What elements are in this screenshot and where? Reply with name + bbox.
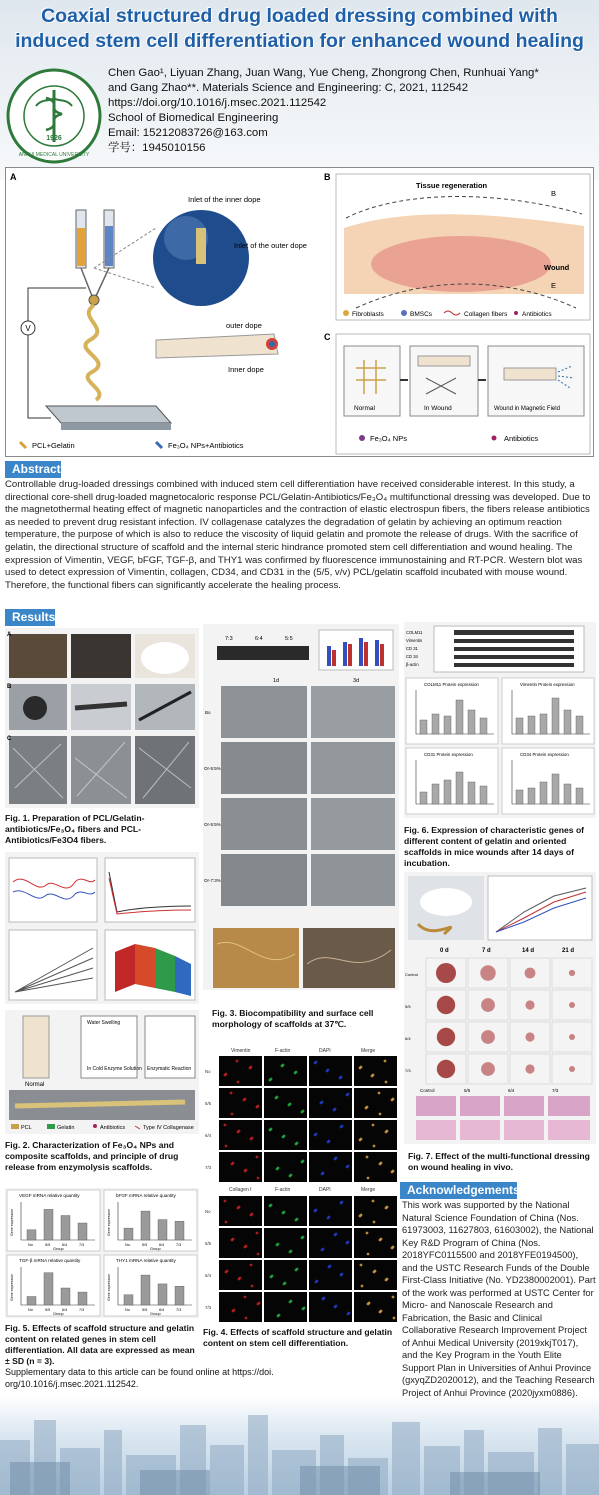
fig4-col-dapi-2: DAPI xyxy=(319,1187,331,1193)
fig4-col-merge-2: Merge xyxy=(361,1187,376,1193)
panel-c-label: C xyxy=(324,332,331,342)
fig2-cold-enzyme-label: In Cold Enzyme Solution xyxy=(87,1066,142,1072)
fig7-bottom-1: Control xyxy=(420,1088,435,1093)
fig6-bar xyxy=(552,774,559,804)
state-normal-label: Normal xyxy=(354,405,375,412)
panel-a-label: A xyxy=(10,172,17,182)
fig3-image xyxy=(203,624,399,924)
fig2-water-swelling-label: Water Swelling xyxy=(87,1020,121,1026)
authors-line-2: and Gang Zhao**. Materials Science and Engineering: C, 2021, 112542 xyxy=(108,82,469,94)
fig4-row-label: 5/5 xyxy=(205,1101,212,1106)
fig6-bar xyxy=(540,782,547,804)
fig7-bottom-4: 7/3 xyxy=(552,1088,559,1093)
fig5-xlabel: Group xyxy=(150,1312,161,1316)
fig5-group-label: No xyxy=(28,1308,33,1312)
fig5-ylabel: Gene expression xyxy=(10,1273,14,1301)
fig4-row-label: 6/4 xyxy=(205,1273,212,1278)
fig5-bar-charts xyxy=(5,1188,199,1318)
fig5-bar xyxy=(124,1228,133,1240)
fig6-bar xyxy=(576,716,583,734)
fig3-top-label-1: 7:3 xyxy=(225,636,233,642)
fig4-row-label: No xyxy=(205,1209,211,1214)
poster-title xyxy=(0,4,599,54)
abstract-heading: Abstract xyxy=(5,461,61,478)
fig6-bar xyxy=(420,720,427,734)
acknowledgements-text: This work was supported by the National Natural Science Foundation of China (Nos. 61973003, 11627803, 61603002), the National Key R&D Program of China (Nos. 2018YFC0115500 and 2018YFE0194500), and the USTC Research Funds of the Double First-Class Initiative (No. YD2380002001). Part of the work was performed at USTC Center for Micro- and Nanoscale Research and Fabrication, the Basic and Clinical Collaborative Research Improvement Project of Anhui Medical University (2019xkjT017), and the Key Program in the Youth Elite Support Plan in Universities of Anhui Province (gxyqZD2020012), and the Teaching Research Project of Anhui Province (2020jyxm0886). xyxy=(402,1200,596,1398)
fig3-row-2: Or-5:5% xyxy=(204,766,221,771)
fig7-day-21: 21 d xyxy=(562,948,575,954)
fig5-bar xyxy=(27,1230,36,1240)
fig5-bar xyxy=(27,1297,36,1306)
fig6-bar xyxy=(552,698,559,734)
fig7-bottom-2: 5/5 xyxy=(464,1088,471,1093)
coaxial-fiber xyxy=(156,334,278,358)
inlet-outer-label: Inlet of the outer dope xyxy=(234,241,307,250)
fig3-top-label-2: 6:4 xyxy=(255,636,263,642)
fig5-xlabel: Group xyxy=(53,1247,64,1251)
fig6-bar xyxy=(528,788,535,804)
fig5-bar xyxy=(158,1284,167,1305)
fig6-blot-3: CD 31 xyxy=(406,646,418,651)
state-field-label: Wound in Magnetic Field xyxy=(494,406,560,412)
fig5-group-label: 6/4 xyxy=(62,1243,68,1247)
fig6-caption: Fig. 6. Expression of characteristic genes of different content of gelatin and oriented scaffolds in mice wounds after 14 days of incubation. xyxy=(404,825,585,868)
fig5-bar xyxy=(124,1295,133,1305)
fig5-panel-title: TGF-β mRNA relative quantity xyxy=(19,1258,81,1263)
fig4-col-factin: F-actin xyxy=(275,1048,291,1054)
collector-plate xyxy=(46,406,171,423)
fig4-row-label: 5/5 xyxy=(205,1241,212,1246)
fig5-bar xyxy=(44,1273,53,1305)
fig5-ylabel: Gene expression xyxy=(107,1273,111,1301)
fig4-col-factin-2: F-actin xyxy=(275,1187,291,1193)
legend-pcl-gelatin: PCL+Gelatin xyxy=(32,441,75,450)
school-name: School of Biomedical Engineering xyxy=(108,112,279,124)
fig6-bar xyxy=(480,718,487,734)
fig6-panel-title: COLM11 Protein expression xyxy=(424,682,479,687)
legend-fe-antibiotics: Fe₃O₄ NPs+Antibiotics xyxy=(168,441,244,450)
fig5-group-label: 7/3 xyxy=(176,1308,182,1312)
tissue-regeneration-label: Tissue regeneration xyxy=(416,181,488,190)
fig6-panel-title: CD31 Protein expression xyxy=(424,752,473,757)
fig5-bar xyxy=(61,1288,70,1305)
legend-antibiotics: Antibiotics xyxy=(522,311,552,318)
fig7-caption: Fig. 7. Effect of the multi-functional dressing on wound healing in vivo. xyxy=(408,1151,590,1172)
logo-ring-text: ANHUI MEDICAL UNIVERSITY xyxy=(18,152,90,158)
fig6-panel-title: CD34 Protein expression xyxy=(520,752,569,757)
fig2-legend-gelatin: Gelatin xyxy=(57,1125,75,1131)
fig6-bar xyxy=(480,786,487,804)
fig5-group-label: 5/5 xyxy=(142,1308,148,1312)
svg-text:C: C xyxy=(7,736,12,742)
fig2-charts xyxy=(5,852,199,1004)
fig5-group-label: No xyxy=(125,1308,130,1312)
fig4-row-label: 7/3 xyxy=(205,1305,212,1310)
fig7-row-2: 5/5 xyxy=(405,1004,411,1009)
inner-dope-label: Inner dope xyxy=(228,365,264,374)
field-e-label: E xyxy=(551,281,557,290)
fig7-row-4: 7/3 xyxy=(405,1068,411,1073)
fig2-normal-label: Normal xyxy=(25,1082,45,1088)
fig6-bar xyxy=(576,788,583,804)
fig6-bar xyxy=(468,782,475,804)
fig6-blot-2: Vimentin xyxy=(406,638,423,643)
fig3-row-1: Bo xyxy=(205,710,211,715)
fig4-col-dapi: DAPI xyxy=(319,1048,331,1054)
fig5-group-label: No xyxy=(125,1243,130,1247)
fig2-legend-collagenase: Type IV Collagenase xyxy=(143,1125,194,1131)
doi-link[interactable]: https://doi.org/10.1016/j.msec.2021.112542 xyxy=(108,97,327,109)
fig6-bar xyxy=(540,714,547,734)
fig5-bar xyxy=(44,1209,53,1240)
fig4-col-collagen: Collagen I xyxy=(229,1187,252,1193)
abstract-text: Controllable drug-loaded dressings combined with induced stem cell differentiation have received considerable interest. In this study, a directional core-shell drug-loaded magnetocaloric response PCL/Gelatin-Antibiotics/Fe₃O₄ multifunctional dressing was developed. Due to the magnetothermal heating effect of magnetic nanoparticles and the contraction of elastic electrospun fibers, the fibers release antibiotics as needed to prevent drug resistant infection. IV collagenase catalyzes the degradation of gelatin by achieving an optimum reaction temperature, the purpose of which is also to reduce the viscosity of liquid gelatin and promote the release of drugs. With the sacrifice of gelatin, the directional structure of scaffold and the internal steric hindrance promoted stem cell differentiation and wound healing. The expression of Vimentin, VEGF, bFGF, TGF-β, and THY1 was confirmed by fluorescence immunostaining and RT-PCR. Western blot was used to detect expression of Vimentin, collagen, CD34, and CD31 in the (5/5, v/v) PCL/gelatin scaffold incubated with mouse wound. Therefore, the functional fibers can significantly accelerate the healing process. xyxy=(5,479,591,591)
city-skyline-image xyxy=(0,1400,599,1495)
fig5-group-label: 6/4 xyxy=(159,1243,165,1247)
fig6-bar xyxy=(420,792,427,804)
fig5-panel-title: bFGF mRNA relative quantity xyxy=(116,1193,176,1198)
fig3-col-1d: 1d xyxy=(273,678,280,684)
fig6-bar xyxy=(564,710,571,734)
fig3-col-3d: 3d xyxy=(353,678,360,684)
fig2-enzymatic-label: Enzymatic Reaction xyxy=(147,1066,192,1072)
fig7-day-0: 0 d xyxy=(440,948,449,954)
fig5-charts xyxy=(5,1188,199,1318)
fig5-bar xyxy=(141,1211,150,1240)
fig2-mechanism-drawing xyxy=(5,1010,199,1134)
email-text[interactable]: Email: 15212083726@163.com xyxy=(108,127,268,139)
fig4-col-merge: Merge xyxy=(361,1048,376,1054)
fig5-bar xyxy=(78,1292,87,1305)
legend-collagen: Collagen fibers xyxy=(464,311,508,318)
svg-text:B: B xyxy=(7,684,12,690)
legend-nps: Fe₃O₄ NPs xyxy=(370,434,407,443)
fig7-image xyxy=(404,872,596,1144)
graphical-abstract-drawing xyxy=(6,168,595,458)
fig6-bar xyxy=(468,710,475,734)
fig5-group-label: 7/3 xyxy=(79,1243,85,1247)
fig5-panel-title: VEGF mRNA relative quantity xyxy=(19,1193,80,1198)
fig6-bar xyxy=(516,790,523,804)
fig4-row-label: 6/4 xyxy=(205,1133,212,1138)
fig5-bar xyxy=(158,1220,167,1240)
fig7-row-3: 6/4 xyxy=(405,1036,411,1041)
university-seal-logo xyxy=(6,68,102,164)
author-block xyxy=(108,66,596,156)
svg-text:A: A xyxy=(7,632,12,638)
logo-year: 1926 xyxy=(46,135,62,142)
fig7-day-7: 7 d xyxy=(482,948,491,954)
fig5-group-label: No xyxy=(28,1243,33,1247)
fig3-bottom-image xyxy=(203,924,399,990)
fig6-bar xyxy=(528,716,535,734)
fig5-xlabel: Group xyxy=(150,1247,161,1251)
legend-bmscs: BMSCs xyxy=(410,311,433,318)
fig5-group-label: 7/3 xyxy=(176,1243,182,1247)
fig4-row-label: 7/3 xyxy=(205,1165,212,1170)
fig5-bar xyxy=(78,1223,87,1240)
fig5-bar xyxy=(61,1216,70,1240)
fig6-bar xyxy=(456,700,463,734)
legend-antibiotics-2: Antibiotics xyxy=(504,434,539,443)
fig6-blot-1: COLM11 xyxy=(406,630,423,635)
fig3-top-label-3: 5:5 xyxy=(285,636,293,642)
fig1-caption: Fig. 1. Preparation of PCL/Gelatin-antibiotics/Fe₃O₄ fibers and PCL-Antibiotics/Fe3O4 fibers. xyxy=(5,813,145,845)
fig3-caption: Fig. 3. Biocompatibility and surface cell morphology of scaffolds at 37℃. xyxy=(212,1008,374,1029)
fig7-day-14: 14 d xyxy=(522,948,535,954)
fig2-caption: Fig. 2. Characterization of Fe₃O₄ NPs and composite scaffolds, and principle of drug release from enzymolysis scaffolds. xyxy=(5,1140,179,1172)
fig5-bar xyxy=(141,1275,150,1305)
supplementary-text: Supplementary data to this article can be found online at https://doi. org/10.1016/j.msec.2021.112542. xyxy=(5,1367,274,1389)
fig5-xlabel: Group xyxy=(53,1312,64,1316)
fig5-bar xyxy=(175,1286,184,1305)
fig5-panel-title: THY1 mRNA relative quantity xyxy=(116,1258,176,1263)
acknowledgements-heading: Acknowledgements xyxy=(400,1182,517,1199)
fig7-bottom-3: 6/4 xyxy=(508,1088,515,1093)
fig6-bar xyxy=(432,784,439,804)
fig1-image xyxy=(5,628,199,808)
student-id: 学号：1945010156 xyxy=(108,142,206,154)
panel-b-label: B xyxy=(324,172,331,182)
fig3-row-3: Or-5:5% xyxy=(204,822,221,827)
fig2-legend-pcl: PCL xyxy=(21,1125,32,1131)
title-line-2: induced stem cell differentiation for enhanced wound healing xyxy=(15,30,584,52)
fig5-group-label: 5/5 xyxy=(45,1243,51,1247)
fig6-panel-title: Vimentin Protein expression xyxy=(520,682,575,687)
graphical-abstract-figure xyxy=(5,167,594,457)
fig5-ylabel: Gene expression xyxy=(10,1208,14,1236)
authors-line-1: Chen Gao¹, Liyuan Zhang, Juan Wang, Yue Cheng, Zhongrong Chen, Runhuai Yang* xyxy=(108,67,539,79)
fig3-row-4: Or-7:3% xyxy=(204,878,221,883)
fig6-blot-4: CD 34 xyxy=(406,654,418,659)
fig5-ylabel: Gene expression xyxy=(107,1208,111,1236)
fig5-caption: Fig. 5. Effects of scaffold structure and gelatin content on related genes in stem cell differentiation. All data are expressed as mean ± SD (n = 3). xyxy=(5,1323,195,1366)
outer-dope-label: outer dope xyxy=(226,321,262,330)
results-heading: Results xyxy=(5,609,55,626)
fig6-bar xyxy=(444,780,451,804)
state-wound-label: In Wound xyxy=(424,405,452,412)
fig6-bar xyxy=(516,718,523,734)
inlet-inner-label: Inlet of the inner dope xyxy=(188,195,261,204)
electrospinning-jet xyxy=(85,305,99,400)
legend-fibroblasts: Fibroblasts xyxy=(352,311,384,318)
fig5-group-label: 7/3 xyxy=(79,1308,85,1312)
fig6-bar xyxy=(444,716,451,734)
fig4-fluorescence-image xyxy=(203,1042,399,1322)
fig5-group-label: 5/5 xyxy=(45,1308,51,1312)
fig6-bar xyxy=(432,714,439,734)
fig4-row-label: No xyxy=(205,1069,211,1074)
fig6-bar xyxy=(564,784,571,804)
fig7-row-1: Control xyxy=(405,972,418,977)
title-line-1: Coaxial structured drug loaded dressing combined with xyxy=(41,5,558,27)
voltage-label: V xyxy=(25,324,31,333)
fig5-group-label: 6/4 xyxy=(159,1308,165,1312)
fig4-caption: Fig. 4. Effects of scaffold structure and gelatin content on stem cell differentiation. xyxy=(203,1327,393,1348)
wound-label: Wound xyxy=(544,263,570,272)
fig5-group-label: 5/5 xyxy=(142,1243,148,1247)
fig6-bar xyxy=(456,772,463,804)
fig5-group-label: 6/4 xyxy=(62,1308,68,1312)
fig6-blot-5: β-actin xyxy=(406,662,419,667)
field-b-label: B xyxy=(551,189,557,198)
fig5-bar xyxy=(175,1221,184,1240)
fig2-legend-antibiotics: Antibiotics xyxy=(100,1125,126,1131)
fig6-charts xyxy=(404,622,596,818)
fig4-col-vimentin: Vimentin xyxy=(231,1048,251,1054)
